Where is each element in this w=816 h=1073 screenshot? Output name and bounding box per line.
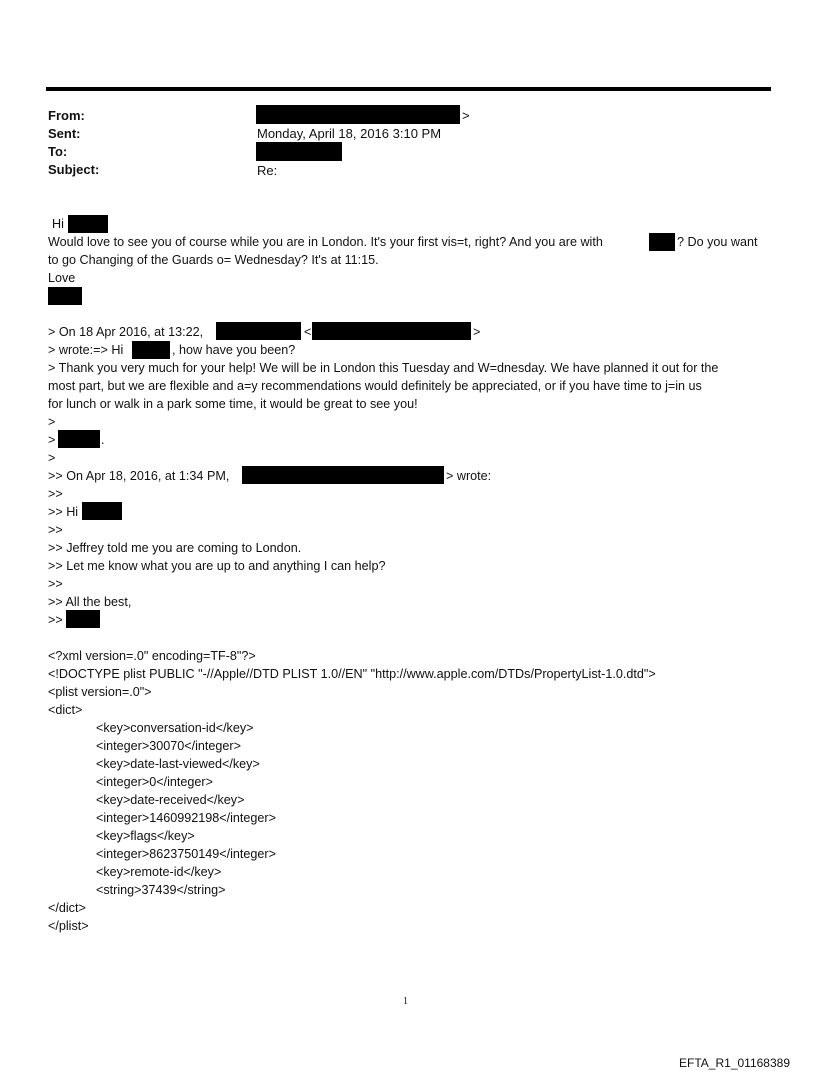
xml-line: <key>remote-id</key>	[96, 865, 222, 879]
subject-label: Subject:	[48, 162, 100, 177]
xml-line: <integer>1460992198</integer>	[96, 811, 276, 825]
redacted-name	[82, 502, 122, 520]
quote-line: > On 18 Apr 2016, at 13:22,	[48, 325, 204, 339]
quote-line-tail: > wrote:	[446, 469, 492, 483]
redacted-from-address	[256, 105, 460, 124]
xml-line: <integer>8623750149</integer>	[96, 847, 276, 861]
xml-line: </plist>	[48, 919, 89, 933]
quote-line: >>	[48, 487, 63, 501]
to-label: To:	[48, 144, 68, 159]
xml-line: <dict>	[48, 703, 83, 717]
redacted-name	[649, 233, 675, 251]
xml-line: <key>date-last-viewed</key>	[96, 757, 260, 771]
xml-line: <string>37439</string>	[96, 883, 226, 897]
body-line-2: to go Changing of the Guards o= Wednesday? It's at 11:15.	[48, 253, 379, 267]
quote-line: >>	[48, 577, 63, 591]
quote-line: >	[48, 415, 56, 429]
subject-value: Re:	[257, 163, 278, 178]
xml-line: <?xml version=.0" encoding=TF-8"?>	[48, 649, 256, 663]
quote-line-tail: , how have you been?	[172, 343, 296, 357]
from-suffix: >	[462, 108, 470, 123]
redacted-name	[58, 430, 100, 448]
quote-line: >> All the best,	[48, 595, 132, 609]
redacted-name	[216, 322, 301, 340]
body-line-1	[48, 234, 603, 251]
quote-line: >> Jeffrey told me you are coming to London.	[48, 541, 302, 555]
xml-line: <plist version=.0">	[48, 685, 152, 699]
quote-line: >>	[48, 523, 63, 537]
greeting: Hi	[52, 217, 64, 231]
quote-bracket-close: >	[473, 325, 481, 339]
header-rule	[46, 87, 771, 91]
body-line-1-text: Would love to see you of course while you are in London. It's your first vis=t, right? And you are with	[48, 235, 603, 249]
signoff: Love	[48, 271, 76, 285]
quote-line: most part, but we are flexible and a=y recommendations would definitely be appreciated, or if you have time to j=in us	[48, 379, 702, 393]
xml-line: <!DOCTYPE plist PUBLIC "-//Apple//DTD PLIST 1.0//EN" "http://www.apple.com/DTDs/PropertyList-1.0.dtd">	[48, 667, 656, 681]
redacted-name	[132, 341, 170, 359]
quote-line: >> On Apr 18, 2016, at 1:34 PM,	[48, 469, 230, 483]
quote-bracket-open: <	[304, 325, 312, 339]
xml-line: <key>date-received</key>	[96, 793, 245, 807]
quote-line: for lunch or walk in a park some time, it would be great to see you!	[48, 397, 418, 411]
redacted-name	[66, 610, 100, 628]
sent-label: Sent:	[48, 126, 81, 141]
body-line-1-tail: ? Do you want	[677, 235, 758, 249]
sent-value: Monday, April 18, 2016 3:10 PM	[257, 126, 442, 141]
document-id: EFTA_R1_01168389	[679, 1056, 790, 1070]
xml-line: <key>conversation-id</key>	[96, 721, 254, 735]
redacted-signature	[48, 287, 82, 305]
from-label: From:	[48, 108, 85, 123]
redacted-name	[68, 215, 108, 233]
quote-line: >>	[48, 613, 63, 627]
xml-line: <key>flags</key>	[96, 829, 195, 843]
quote-line-tail: .	[101, 433, 105, 447]
xml-line: </dict>	[48, 901, 86, 915]
redacted-email	[242, 466, 444, 484]
redacted-email	[312, 322, 471, 340]
quote-line: > Thank you very much for your help! We will be in London this Tuesday and W=dnesday. We have planned it out for the	[48, 361, 719, 375]
quote-line: >> Let me know what you are up to and anything I can help?	[48, 559, 386, 573]
xml-line: <integer>30070</integer>	[96, 739, 241, 753]
page-number: 1	[403, 996, 408, 1007]
quote-line: >> Hi	[48, 505, 79, 519]
xml-line: <integer>0</integer>	[96, 775, 213, 789]
quote-line: >	[48, 451, 56, 465]
quote-line: >	[48, 433, 56, 447]
quote-line: > wrote:=> Hi	[48, 343, 124, 357]
redacted-to-address	[256, 142, 342, 161]
